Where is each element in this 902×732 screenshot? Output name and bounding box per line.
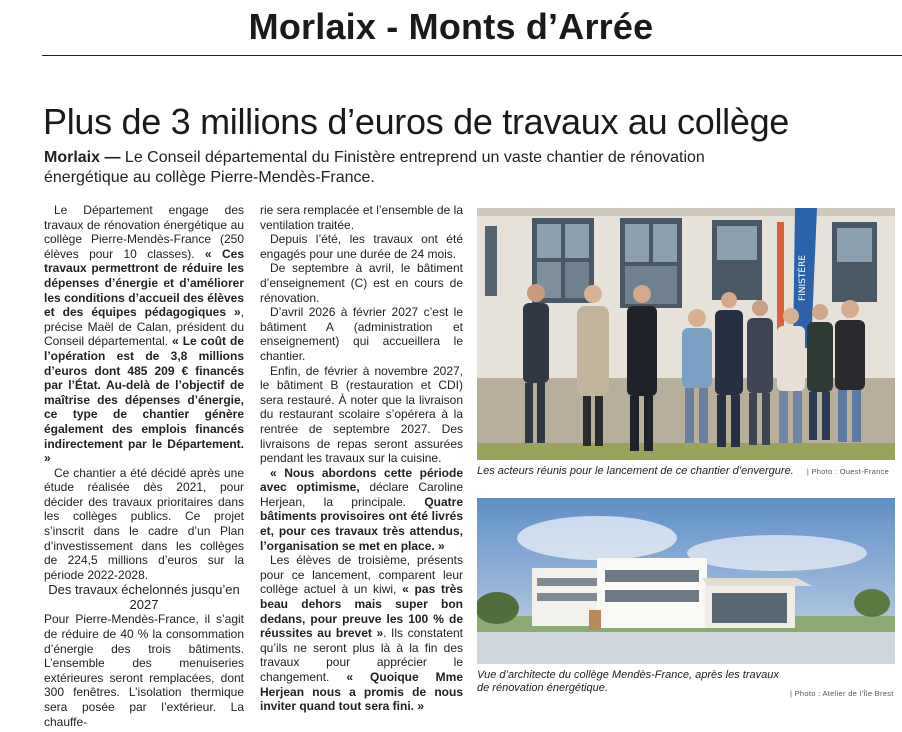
quote: « Ces travaux permettront de réduire les dépenses d’énergie et d’améliorer les conditions d’accueil des élèves et des équipes pédagogiques » [44,246,244,320]
quote: « Nous abordons cette période avec optimisme, [260,465,463,495]
group-photo-illustration [477,208,895,460]
group-photo [477,208,895,460]
paragraph [260,466,463,554]
quote: « pas très beau dehors mais super bon dedans, pour preuve les 100 % de réussites au brevet » [260,582,463,641]
paragraph: D’avril 2026 à février 2027 c’est le bâtiment A (administration et enseignement) qui accueillera le chantier. [260,305,463,363]
photo2-credit: | Photo : Atelier de l’Île Brest [790,689,894,698]
section-title: Morlaix - Monts d’Arrée [248,6,654,47]
text-run: Le Département engage des travaux de rénovation énergétique au collège Pierre-Mendès-France (250 élèves pour 10 classes). [44,203,244,261]
paragraph: De septembre à avril, le bâtiment d’enseignement (C) est en cours de rénovation. [260,261,463,305]
photo2-caption: Vue d’architecte du collège Mendès-France, après les travaux de rénovation énergétique. [477,669,779,694]
article-lead [44,148,764,188]
architect-rendering-illustration [477,498,895,664]
text-run: déclare Caroline Herjean, la principale. [260,480,464,509]
paragraph: Ce chantier a été décidé après une étude réalisée dès 2021, pour décider des travaux prioritaires dans les collèges publics. Ce projet s’inscrit dans le cadre d’un Plan d’investissement dans les collèges de 224,5 millions d’euros sur la période 2022-2028. [44,465,244,582]
lead-text: Le Conseil départemental du Finistère entreprend un vaste chantier de rénovation énergétique au collège Pierre-Mendès-France. [44,149,705,186]
banner-text: FINISTÈRE [798,254,808,302]
photo1-caption [477,465,895,478]
article-headline: Plus de 3 millions d’euros de travaux au collège [43,101,790,142]
paragraph: Pour Pierre-Mendès-France, il s’agit de réduire de 40 % la consommation d’énergie des trois bâtiments. L’ensemble des menuiseries extérieures seront remplacées, dont 300 fenêtres. L’isolation thermique sera posée par l’extérieur. La chauffe- [44,612,244,729]
photo-credit: | Photo : Ouest-France [806,467,890,476]
sub-heading: Des travaux échelonnés jusqu’en 2027 [48,582,240,613]
article-column-1 [44,203,244,729]
quote: Quatre bâtiments provisoires ont été livrés et, pour ces travaux très attendus, l’organisation se met en place. » [260,494,463,553]
article-column-2 [260,203,463,714]
lead-location: Morlaix — [44,149,121,166]
architect-rendering [477,498,895,664]
section-rule [42,55,902,56]
paragraph: Enfin, de février à novembre 2027, le bâtiment B (restauration et CDI) sera restauré. À noter que la livraison du restaurant scolaire s’opérera à la rentrée de septembre 2027. Des livraisons de repas seront assurées pendant les travaux sur la cuisine. [260,363,463,466]
paragraph: rie sera remplacée et l’ensemble de la ventilation traitée. [260,203,463,232]
text-run: , précise Maël de Calan, président du Conseil départemental. [44,305,244,349]
quote: « Quoique Mme Herjean nous a promis de nous inviter quand tout sera fini. » [260,670,464,714]
paragraph [260,553,463,714]
caption-text: Les acteurs réunis pour le lancement de ce chantier d’envergure. [477,465,794,477]
paragraph: Depuis l’été, les travaux ont été engagés pour une durée de 24 mois. [260,232,463,261]
text-run: . Ils constatent qu’ils ne seront plus là à la fin des travaux pour apprécier le changement. [260,626,464,684]
paragraph [44,203,244,466]
quote: « Le coût de l’opération est de 3,8 millions d’euros dont 485 209 € financés par l’État. Au-delà de l’objectif de maîtrise des dépenses d’énergie, ce type de chantier génère également des emplois financés indirectement par le Département. » [44,334,245,466]
text-run: Les élèves de troisième, présents pour ce lancement, comparent leur collège actuel à un kiwi, [260,553,463,597]
